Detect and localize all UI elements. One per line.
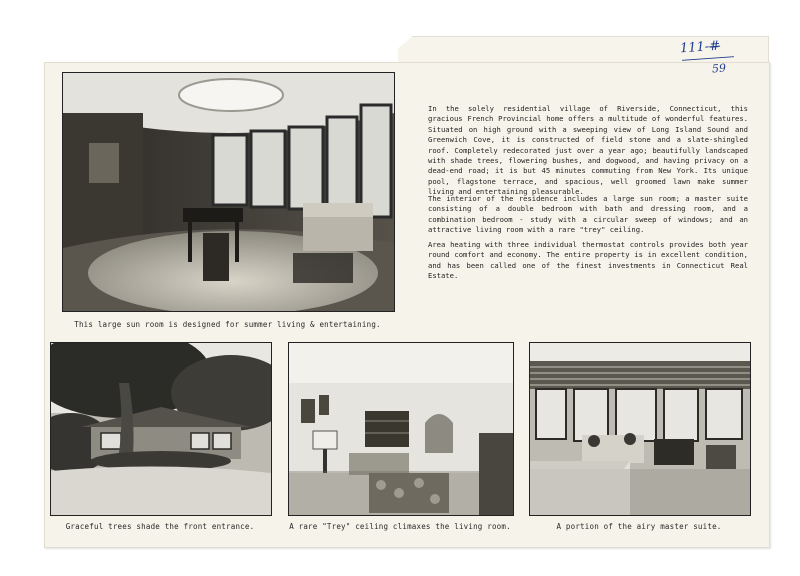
front-entrance-caption: Graceful trees shade the front entrance. xyxy=(65,522,255,531)
master-suite-caption: A portion of the airy master suite. xyxy=(556,522,722,531)
description-paragraph-1: In the solely residential village of Riverside, Connecticut, this gracious French Provincial home offers a multitude of wonderful features. Situated on high ground with a sweeping view of Long Island Sound and Greenwich Cove, it is constructed of field stone and a slate-shingled roof. Completely redecorated just over a year ago; beautifully landscaped with shade trees, flowering bushes, and dogwood, and having privacy on a dead-end road; it is but 45 minutes commuting from New York. Its unique pool, flagstone terrace, and spacious, well groomed lawn make summer living and entertaining pleasurable. xyxy=(428,104,748,197)
living-room-photo xyxy=(288,342,514,516)
handwritten-number-top: 111-# xyxy=(679,38,721,57)
front-entrance-photo xyxy=(50,342,272,516)
description-paragraph-2: The interior of the residence includes a large sun room; a master suite consisting of a double bedroom with bath and dressing room, and a combination bedroom - study with a circular sweep of windows; and an attractive living room with a rare "trey" ceiling. xyxy=(428,194,748,235)
sun-room-caption: This large sun room is designed for summer living & entertaining. xyxy=(74,320,381,329)
sun-room-photo xyxy=(62,72,395,312)
living-room-caption: A rare "Trey" ceiling climaxes the living room. xyxy=(289,522,511,531)
master-suite-photo xyxy=(529,342,751,516)
handwritten-number-bottom: 59 xyxy=(711,61,727,76)
description-paragraph-3: Area heating with three individual thermostat controls provides both year round comfort and economy. The entire property is in excellent condition, and has been called one of the finest investments in Connecticut Real Estate. xyxy=(428,240,748,281)
